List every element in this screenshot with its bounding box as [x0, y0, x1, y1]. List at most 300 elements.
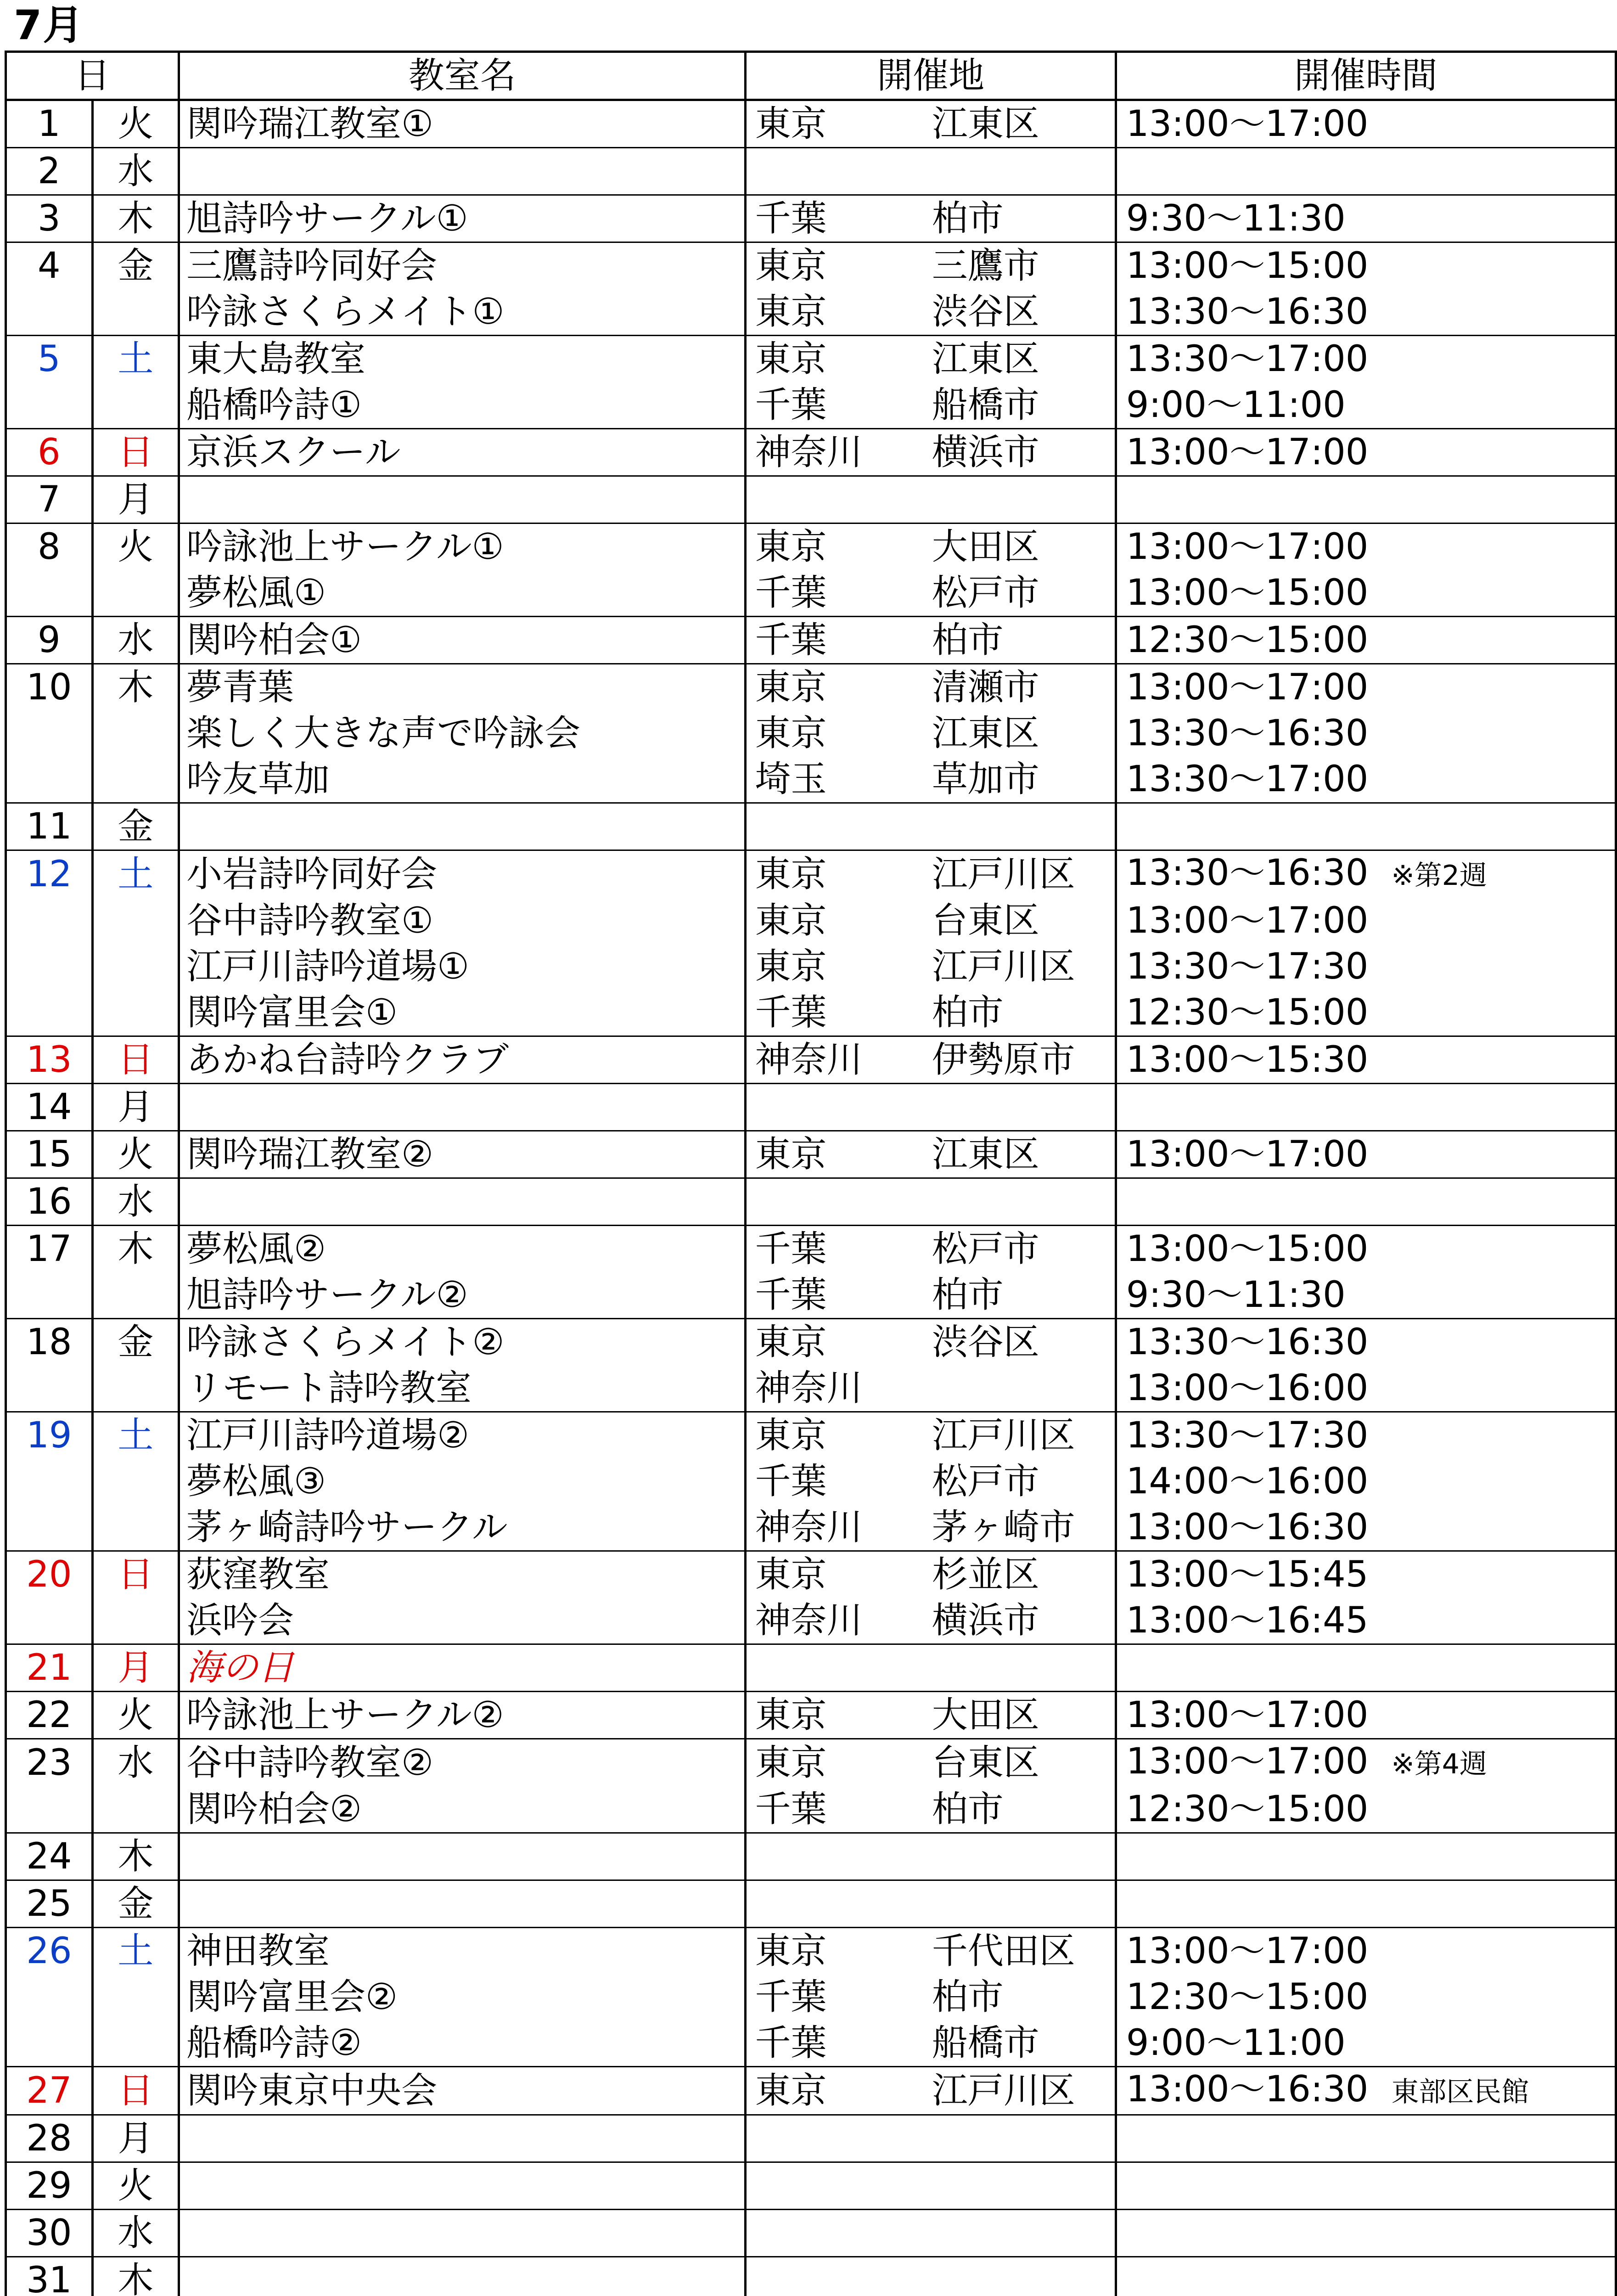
classroom-name: 船橋吟詩① — [179, 382, 746, 429]
event-time — [1116, 1928, 1616, 1975]
classroom-name: 吟詠さくらメイト② — [179, 1319, 746, 1366]
day-number — [6, 382, 93, 429]
weekday — [92, 1365, 179, 1412]
event-time — [1116, 2020, 1616, 2067]
day-row-continued — [6, 1458, 1616, 1504]
weekday — [92, 944, 179, 990]
day-row-continued — [6, 1504, 1616, 1551]
header-time: 開催時間 — [1116, 52, 1616, 100]
venue-city: 台東区 — [928, 898, 1116, 944]
weekday: 火 — [92, 100, 179, 148]
venue-prefecture: 神奈川 — [746, 1598, 928, 1644]
day-row — [6, 803, 1616, 850]
weekday — [92, 898, 179, 944]
weekday: 月 — [92, 2115, 179, 2162]
day-number: 11 — [6, 803, 93, 850]
event-time — [1116, 2067, 1616, 2115]
event-time-empty — [1116, 803, 1616, 850]
day-row — [6, 1131, 1616, 1178]
time-range: 12:30～15:00 — [1126, 992, 1369, 1033]
event-time — [1116, 1272, 1616, 1319]
event-time — [1116, 1551, 1616, 1598]
day-row — [6, 100, 1616, 148]
venue-city: 松戸市 — [928, 1226, 1116, 1272]
weekday: 日 — [92, 429, 179, 476]
weekday: 土 — [92, 1412, 179, 1459]
event-time-empty — [1116, 1644, 1616, 1692]
event-time — [1116, 195, 1616, 242]
venue-city-empty — [928, 148, 1116, 195]
day-row — [6, 664, 1616, 711]
classroom-name-empty — [179, 2257, 746, 2296]
event-time — [1116, 1412, 1616, 1459]
time-range: 13:00～17:00 — [1126, 900, 1369, 941]
venue-city: 松戸市 — [928, 570, 1116, 617]
day-number — [6, 570, 93, 617]
classroom-name-empty — [179, 1833, 746, 1880]
venue-city: 船橋市 — [928, 382, 1116, 429]
weekday — [92, 570, 179, 617]
weekday: 月 — [92, 1644, 179, 1692]
day-row — [6, 429, 1616, 476]
classroom-name-empty — [179, 2210, 746, 2257]
time-range: 13:00～17:00 — [1126, 103, 1369, 145]
time-range: 13:00～17:00 — [1126, 1694, 1369, 1736]
venue-city: 三鷹市 — [928, 242, 1116, 289]
venue-prefecture-empty — [746, 803, 928, 850]
venue-prefecture-empty — [746, 2115, 928, 2162]
day-row — [6, 2257, 1616, 2296]
weekday: 木 — [92, 664, 179, 711]
venue-prefecture: 東京 — [746, 2067, 928, 2115]
day-number — [6, 1786, 93, 1833]
day-number: 21 — [6, 1644, 93, 1692]
time-range: 13:00～17:00 — [1126, 667, 1369, 708]
venue-city: 柏市 — [928, 617, 1116, 664]
day-number — [6, 944, 93, 990]
day-row — [6, 1692, 1616, 1739]
time-range: 13:00～16:45 — [1126, 1600, 1369, 1641]
time-range: 13:00～17:00 — [1126, 526, 1369, 568]
time-range: 13:30～16:30 — [1126, 852, 1369, 894]
venue-city-empty — [928, 2210, 1116, 2257]
day-number — [6, 2020, 93, 2067]
weekday: 日 — [92, 2067, 179, 2115]
venue-city: 江東区 — [928, 336, 1116, 383]
schedule-body — [6, 100, 1616, 2296]
time-range: 13:00～17:00 — [1126, 1930, 1369, 1972]
classroom-name-empty — [179, 2162, 746, 2210]
time-range: 9:00～11:00 — [1126, 2022, 1346, 2064]
schedule-table — [5, 51, 1617, 2296]
day-row-continued — [6, 756, 1616, 803]
venue-prefecture-empty — [746, 2210, 928, 2257]
event-time-empty — [1116, 148, 1616, 195]
weekday: 火 — [92, 2162, 179, 2210]
day-number — [6, 1504, 93, 1551]
day-row-continued — [6, 2020, 1616, 2067]
time-range: 12:30～15:00 — [1126, 1789, 1369, 1830]
event-time — [1116, 1319, 1616, 1366]
venue-city: 清瀬市 — [928, 664, 1116, 711]
venue-prefecture: 東京 — [746, 850, 928, 898]
day-number: 22 — [6, 1692, 93, 1739]
day-row — [6, 617, 1616, 664]
classroom-name: 江戸川詩吟道場① — [179, 944, 746, 990]
event-time-empty — [1116, 1178, 1616, 1226]
venue-city: 大田区 — [928, 1692, 1116, 1739]
time-range: 13:30～17:00 — [1126, 338, 1369, 380]
weekday: 水 — [92, 148, 179, 195]
event-time — [1116, 570, 1616, 617]
event-time — [1116, 990, 1616, 1036]
day-row — [6, 1551, 1616, 1598]
day-number — [6, 710, 93, 756]
venue-prefecture-empty — [746, 1880, 928, 1928]
venue-prefecture-empty — [746, 1178, 928, 1226]
classroom-name: 船橋吟詩② — [179, 2020, 746, 2067]
weekday — [92, 1974, 179, 2020]
day-row — [6, 2162, 1616, 2210]
weekday: 金 — [92, 242, 179, 289]
time-range: 13:00～16:30 — [1126, 2069, 1369, 2110]
weekday: 月 — [92, 1084, 179, 1131]
header-day: 日 — [6, 52, 179, 100]
day-row — [6, 476, 1616, 523]
classroom-name: 夢松風③ — [179, 1458, 746, 1504]
day-row — [6, 195, 1616, 242]
event-time — [1116, 756, 1616, 803]
day-row — [6, 2067, 1616, 2115]
day-number: 23 — [6, 1739, 93, 1787]
venue-prefecture: 千葉 — [746, 382, 928, 429]
venue-prefecture-empty — [746, 1833, 928, 1880]
event-time-empty — [1116, 2210, 1616, 2257]
weekday — [92, 2020, 179, 2067]
weekday: 木 — [92, 2257, 179, 2296]
venue-prefecture: 東京 — [746, 1928, 928, 1975]
venue-prefecture: 東京 — [746, 1412, 928, 1459]
day-number: 7 — [6, 476, 93, 523]
venue-city: 江戸川区 — [928, 2067, 1116, 2115]
day-row — [6, 1084, 1616, 1131]
weekday — [92, 1598, 179, 1644]
day-number: 24 — [6, 1833, 93, 1880]
day-number: 29 — [6, 2162, 93, 2210]
event-time — [1116, 289, 1616, 336]
weekday: 火 — [92, 1692, 179, 1739]
time-range: 9:00～11:00 — [1126, 384, 1346, 426]
classroom-name: あかね台詩吟クラブ — [179, 1036, 746, 1084]
day-number: 30 — [6, 2210, 93, 2257]
venue-prefecture: 千葉 — [746, 617, 928, 664]
event-time — [1116, 1036, 1616, 1084]
time-range: 13:00～15:30 — [1126, 1039, 1369, 1080]
time-range: 12:30～15:00 — [1126, 1976, 1369, 2018]
weekday — [92, 710, 179, 756]
weekday: 日 — [92, 1036, 179, 1084]
day-row-continued — [6, 710, 1616, 756]
classroom-name: 関吟瑞江教室② — [179, 1131, 746, 1178]
event-time-empty — [1116, 1880, 1616, 1928]
classroom-name: 小岩詩吟同好会 — [179, 850, 746, 898]
event-time-empty — [1116, 1833, 1616, 1880]
venue-prefecture: 千葉 — [746, 1226, 928, 1272]
time-range: 13:00～15:00 — [1126, 1228, 1369, 1270]
time-range: 13:30～16:30 — [1126, 1322, 1369, 1363]
venue-prefecture: 東京 — [746, 898, 928, 944]
day-row — [6, 1036, 1616, 1084]
venue-city-empty — [928, 2115, 1116, 2162]
event-time-empty — [1116, 476, 1616, 523]
venue-city-empty — [928, 1644, 1116, 1692]
classroom-name: 三鷹詩吟同好会 — [179, 242, 746, 289]
day-number — [6, 289, 93, 336]
weekday: 水 — [92, 617, 179, 664]
venue-prefecture: 千葉 — [746, 1786, 928, 1833]
day-row — [6, 1319, 1616, 1366]
day-number — [6, 756, 93, 803]
weekday: 日 — [92, 1551, 179, 1598]
classroom-name: 吟詠池上サークル① — [179, 523, 746, 570]
venue-city: 江東区 — [928, 1131, 1116, 1178]
venue-city: 江戸川区 — [928, 1412, 1116, 1459]
event-time — [1116, 1365, 1616, 1412]
day-row-continued — [6, 898, 1616, 944]
venue-city: 船橋市 — [928, 2020, 1116, 2067]
weekday: 金 — [92, 1880, 179, 1928]
event-time — [1116, 1786, 1616, 1833]
weekday: 月 — [92, 476, 179, 523]
day-row — [6, 1644, 1616, 1692]
day-number — [6, 1365, 93, 1412]
month-title: 7月 — [14, 1, 84, 49]
weekday: 木 — [92, 1833, 179, 1880]
holiday-name: 海の日 — [179, 1644, 746, 1692]
event-time — [1116, 1131, 1616, 1178]
venue-city: 横浜市 — [928, 1598, 1116, 1644]
day-number: 31 — [6, 2257, 93, 2296]
day-row-continued — [6, 1786, 1616, 1833]
day-number: 1 — [6, 100, 93, 148]
time-range: 13:00～17:00 — [1126, 432, 1369, 473]
day-row-continued — [6, 1365, 1616, 1412]
classroom-name: 京浜スクール — [179, 429, 746, 476]
venue-prefecture: 東京 — [746, 1551, 928, 1598]
venue-prefecture: 神奈川 — [746, 1036, 928, 1084]
day-number: 25 — [6, 1880, 93, 1928]
venue-prefecture-empty — [746, 1644, 928, 1692]
venue-prefecture: 千葉 — [746, 1272, 928, 1319]
event-time-empty — [1116, 2257, 1616, 2296]
weekday — [92, 1458, 179, 1504]
venue-prefecture: 東京 — [746, 1131, 928, 1178]
day-row — [6, 2210, 1616, 2257]
classroom-name: 関吟柏会① — [179, 617, 746, 664]
classroom-name-empty — [179, 476, 746, 523]
venue-prefecture: 東京 — [746, 523, 928, 570]
venue-city: 台東区 — [928, 1739, 1116, 1787]
weekday — [92, 990, 179, 1036]
classroom-name: 関吟柏会② — [179, 1786, 746, 1833]
weekday — [92, 1504, 179, 1551]
event-time — [1116, 523, 1616, 570]
day-row — [6, 336, 1616, 383]
day-row-continued — [6, 990, 1616, 1036]
event-time-empty — [1116, 1084, 1616, 1131]
event-time — [1116, 336, 1616, 383]
event-time — [1116, 1739, 1616, 1787]
day-row — [6, 242, 1616, 289]
classroom-name: 夢松風② — [179, 1226, 746, 1272]
classroom-name: 夢青葉 — [179, 664, 746, 711]
day-row-continued — [6, 1974, 1616, 2020]
day-number — [6, 898, 93, 944]
classroom-name: 谷中詩吟教室① — [179, 898, 746, 944]
weekday: 木 — [92, 195, 179, 242]
time-range: 14:00～16:00 — [1126, 1461, 1369, 1502]
venue-prefecture: 千葉 — [746, 1974, 928, 2020]
time-range: 13:30～16:30 — [1126, 713, 1369, 754]
classroom-name-empty — [179, 1084, 746, 1131]
day-row-continued — [6, 1272, 1616, 1319]
venue-city-empty — [928, 476, 1116, 523]
weekday: 水 — [92, 1178, 179, 1226]
venue-prefecture: 千葉 — [746, 1458, 928, 1504]
classroom-name: 吟詠池上サークル② — [179, 1692, 746, 1739]
venue-prefecture-empty — [746, 476, 928, 523]
classroom-name: 吟友草加 — [179, 756, 746, 803]
venue-city: 柏市 — [928, 1786, 1116, 1833]
event-note: 東部区民館 — [1391, 2076, 1529, 2108]
day-row-continued — [6, 570, 1616, 617]
day-number — [6, 1598, 93, 1644]
venue-city-empty — [928, 1178, 1116, 1226]
day-number: 5 — [6, 336, 93, 383]
day-number: 20 — [6, 1551, 93, 1598]
classroom-name: 関吟東京中央会 — [179, 2067, 746, 2115]
venue-prefecture: 東京 — [746, 664, 928, 711]
event-time — [1116, 664, 1616, 711]
event-time-empty — [1116, 2115, 1616, 2162]
weekday: 木 — [92, 1226, 179, 1272]
classroom-name: 夢松風① — [179, 570, 746, 617]
weekday: 金 — [92, 1319, 179, 1366]
header-row — [6, 52, 1616, 100]
day-row — [6, 1928, 1616, 1975]
time-range: 9:30～11:30 — [1126, 198, 1346, 239]
venue-prefecture: 埼玉 — [746, 756, 928, 803]
venue-city — [928, 1365, 1116, 1412]
venue-prefecture: 東京 — [746, 944, 928, 990]
time-range: 9:30～11:30 — [1126, 1274, 1346, 1316]
classroom-name: 江戸川詩吟道場② — [179, 1412, 746, 1459]
day-number: 16 — [6, 1178, 93, 1226]
day-number — [6, 1974, 93, 2020]
day-row — [6, 523, 1616, 570]
venue-city: 柏市 — [928, 1974, 1116, 2020]
day-number: 12 — [6, 850, 93, 898]
venue-prefecture: 千葉 — [746, 2020, 928, 2067]
event-time — [1116, 1458, 1616, 1504]
weekday: 土 — [92, 1928, 179, 1975]
event-time — [1116, 1226, 1616, 1272]
classroom-name-empty — [179, 803, 746, 850]
day-row — [6, 850, 1616, 898]
venue-city-empty — [928, 803, 1116, 850]
day-number: 15 — [6, 1131, 93, 1178]
day-number: 9 — [6, 617, 93, 664]
venue-city-empty — [928, 1880, 1116, 1928]
event-time — [1116, 898, 1616, 944]
day-row — [6, 1880, 1616, 1928]
weekday: 火 — [92, 523, 179, 570]
day-row — [6, 1833, 1616, 1880]
day-number — [6, 1458, 93, 1504]
classroom-name-empty — [179, 148, 746, 195]
time-range: 12:30～15:00 — [1126, 619, 1369, 661]
venue-city: 大田区 — [928, 523, 1116, 570]
day-number: 28 — [6, 2115, 93, 2162]
venue-city: 柏市 — [928, 195, 1116, 242]
event-note: ※第4週 — [1391, 1748, 1487, 1780]
classroom-name: 関吟富里会① — [179, 990, 746, 1036]
venue-prefecture: 東京 — [746, 1319, 928, 1366]
event-note: ※第2週 — [1391, 860, 1487, 892]
header-venue: 開催地 — [746, 52, 1116, 100]
event-time — [1116, 100, 1616, 148]
venue-prefecture: 神奈川 — [746, 429, 928, 476]
venue-city: 江戸川区 — [928, 850, 1116, 898]
time-range: 13:30～16:30 — [1126, 291, 1369, 332]
event-time — [1116, 1504, 1616, 1551]
venue-prefecture: 東京 — [746, 242, 928, 289]
classroom-name-empty — [179, 2115, 746, 2162]
event-time — [1116, 382, 1616, 429]
event-time-empty — [1116, 2162, 1616, 2210]
venue-prefecture: 東京 — [746, 710, 928, 756]
weekday — [92, 1272, 179, 1319]
venue-city: 柏市 — [928, 990, 1116, 1036]
weekday: 金 — [92, 803, 179, 850]
classroom-name-empty — [179, 1178, 746, 1226]
venue-prefecture: 神奈川 — [746, 1504, 928, 1551]
classroom-name: 旭詩吟サークル② — [179, 1272, 746, 1319]
day-number: 4 — [6, 242, 93, 289]
venue-city: 草加市 — [928, 756, 1116, 803]
classroom-name: 神田教室 — [179, 1928, 746, 1975]
time-range: 13:00～15:00 — [1126, 572, 1369, 613]
day-row — [6, 1739, 1616, 1787]
venue-prefecture: 神奈川 — [746, 1365, 928, 1412]
time-range: 13:00～16:00 — [1126, 1367, 1369, 1409]
venue-city: 千代田区 — [928, 1928, 1116, 1975]
time-range: 13:00～15:45 — [1126, 1554, 1369, 1595]
day-number: 8 — [6, 523, 93, 570]
day-row — [6, 1226, 1616, 1272]
venue-city: 渋谷区 — [928, 289, 1116, 336]
time-range: 13:00～15:00 — [1126, 245, 1369, 287]
venue-prefecture: 東京 — [746, 100, 928, 148]
day-row — [6, 1412, 1616, 1459]
weekday: 水 — [92, 1739, 179, 1787]
event-time — [1116, 617, 1616, 664]
day-number — [6, 1272, 93, 1319]
venue-prefecture-empty — [746, 1084, 928, 1131]
day-number: 26 — [6, 1928, 93, 1975]
weekday: 土 — [92, 336, 179, 383]
venue-prefecture: 東京 — [746, 336, 928, 383]
